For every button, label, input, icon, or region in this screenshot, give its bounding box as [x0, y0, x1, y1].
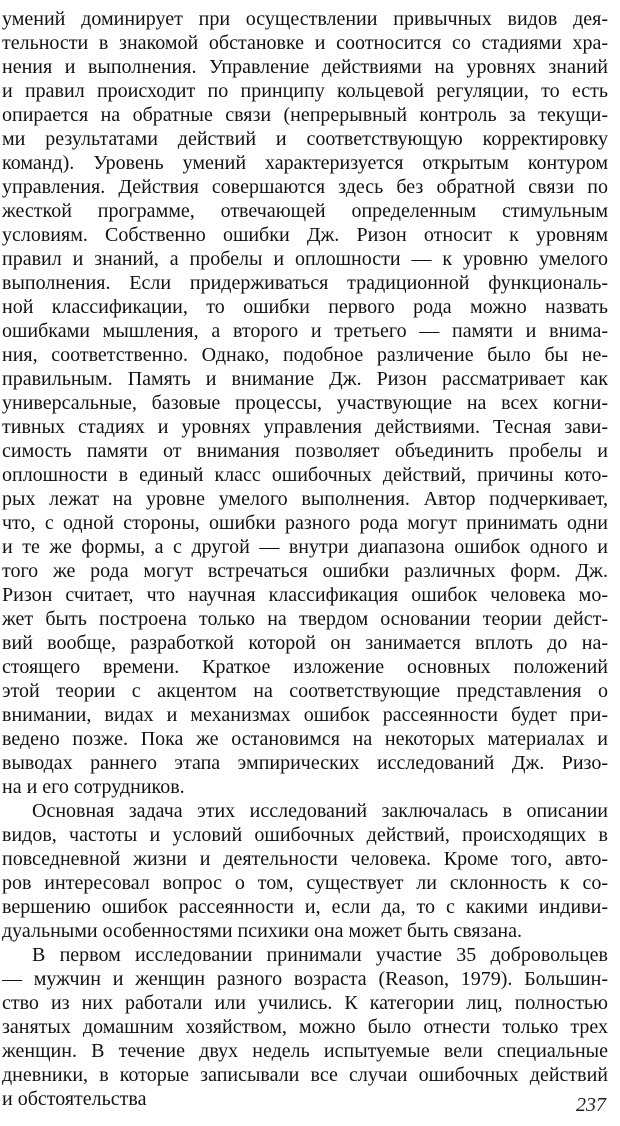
text-line: выполнения. Если придерживаться традиционной функциональ-: [2, 272, 608, 294]
text-line: ров интересовал вопрос о том, существует ли склонность к со-: [2, 872, 608, 894]
text-line: тельности в знакомой обстановке и соотносится со стадиями хра-: [2, 32, 608, 54]
text-line: Ризон считает, что научная классификация ошибок человека мо-: [2, 584, 608, 606]
text-line: управления. Действия совершаются здесь без обратной связи по: [2, 176, 608, 198]
text-line: В первом исследовании принимали участие 35 добровольцев: [32, 944, 608, 966]
text-line: женщин. В течение двух недель испытуемые вели специальные: [2, 1040, 608, 1062]
text-line: оплошности в единый класс ошибочных действий, причины кото-: [2, 464, 608, 486]
text-line: что, с одной стороны, ошибки разного рода могут принимать одни: [2, 512, 608, 534]
text-line: умений доминирует при осуществлении привычных видов дея-: [2, 8, 608, 30]
text-line: занятых домашним хозяйством, можно было отнести только трех: [2, 1016, 608, 1038]
text-line: правильным. Память и внимание Дж. Ризон рассматривает как: [2, 368, 608, 390]
page-number: 237: [576, 1094, 606, 1116]
text-line: внимании, видах и механизмах ошибок рассеянности будет при-: [2, 704, 608, 726]
text-line: жесткой программе, отвечающей определенным стимульным: [2, 200, 608, 222]
text-line: этой теории с акцентом на соответствующие представления о: [2, 680, 608, 702]
text-line: дневники, в которые записывали все случаи ошибочных действий: [2, 1064, 608, 1086]
text-line: ми результатами действий и соответствующую корректировку: [2, 128, 608, 150]
text-line: вий вообще, разработкой которой он занимается вплоть до на-: [2, 632, 608, 654]
text-line: видов, частоты и условий ошибочных действий, происходящих в: [2, 824, 608, 846]
text-line: и те же формы, а с другой — внутри диапазона ошибок одного и: [2, 536, 608, 558]
text-line: того же рода могут встречаться ошибки различных форм. Дж.: [2, 560, 608, 582]
text-line: повседневной жизни и деятельности человека. Кроме того, авто-: [2, 848, 608, 870]
text-line: ошибками мышления, а второго и третьего — памяти и внима-: [2, 320, 608, 342]
text-line: рых лежат на уровне умелого выполнения. Автор подчеркивает,: [2, 488, 608, 510]
text-line: ния, соответственно. Однако, подобное различение было бы не-: [2, 344, 608, 366]
text-line: жет быть построена только на твердом основании теории дейст-: [2, 608, 608, 630]
text-line: вершению ошибок рассеянности и, если да, то с какими индиви-: [2, 896, 608, 918]
text-line: ведено позже. Пока же остановимся на некоторых материалах и: [2, 728, 608, 750]
text-line: дуальными особенностями психики она может быть связана.: [2, 920, 522, 942]
text-line: ной классификации, то ошибки первого рода можно назвать: [2, 296, 608, 318]
text-line: — мужчин и женщин разного возраста (Reason, 1979). Большин-: [2, 968, 608, 990]
text-line: универсальные, базовые процессы, участвующие на всех когни-: [2, 392, 608, 414]
text-line: симость памяти от внимания позволяет объединить пробелы и: [2, 440, 608, 462]
text-line: правил и знаний, а пробелы и оплошности — к уровню умелого: [2, 248, 608, 270]
text-line: условиям. Собственно ошибки Дж. Ризон относит к уровням: [2, 224, 608, 246]
text-line: на и его сотрудников.: [2, 776, 185, 798]
text-line: нения и выполнения. Управление действиями на уровнях знаний: [2, 56, 608, 78]
text-line: и обстоятельства: [2, 1088, 147, 1110]
text-line: и правил происходит по принципу кольцевой регуляции, то есть: [2, 80, 608, 102]
text-line: опирается на обратные связи (непрерывный контроль за текущи-: [2, 104, 608, 126]
text-line: Основная задача этих исследований заключалась в описании: [32, 800, 608, 822]
text-line: ство из них работали или учились. К категории лиц, полностью: [2, 992, 608, 1014]
text-line: выводах раннего этапа эмпирических исследований Дж. Ризо-: [2, 752, 608, 774]
text-line: тивных стадиях и уровнях управления действиями. Тесная зави-: [2, 416, 608, 438]
text-line: команд). Уровень умений характеризуется открытым контуром: [2, 152, 608, 174]
text-line: стоящего времени. Краткое изложение основных положений: [2, 656, 608, 678]
